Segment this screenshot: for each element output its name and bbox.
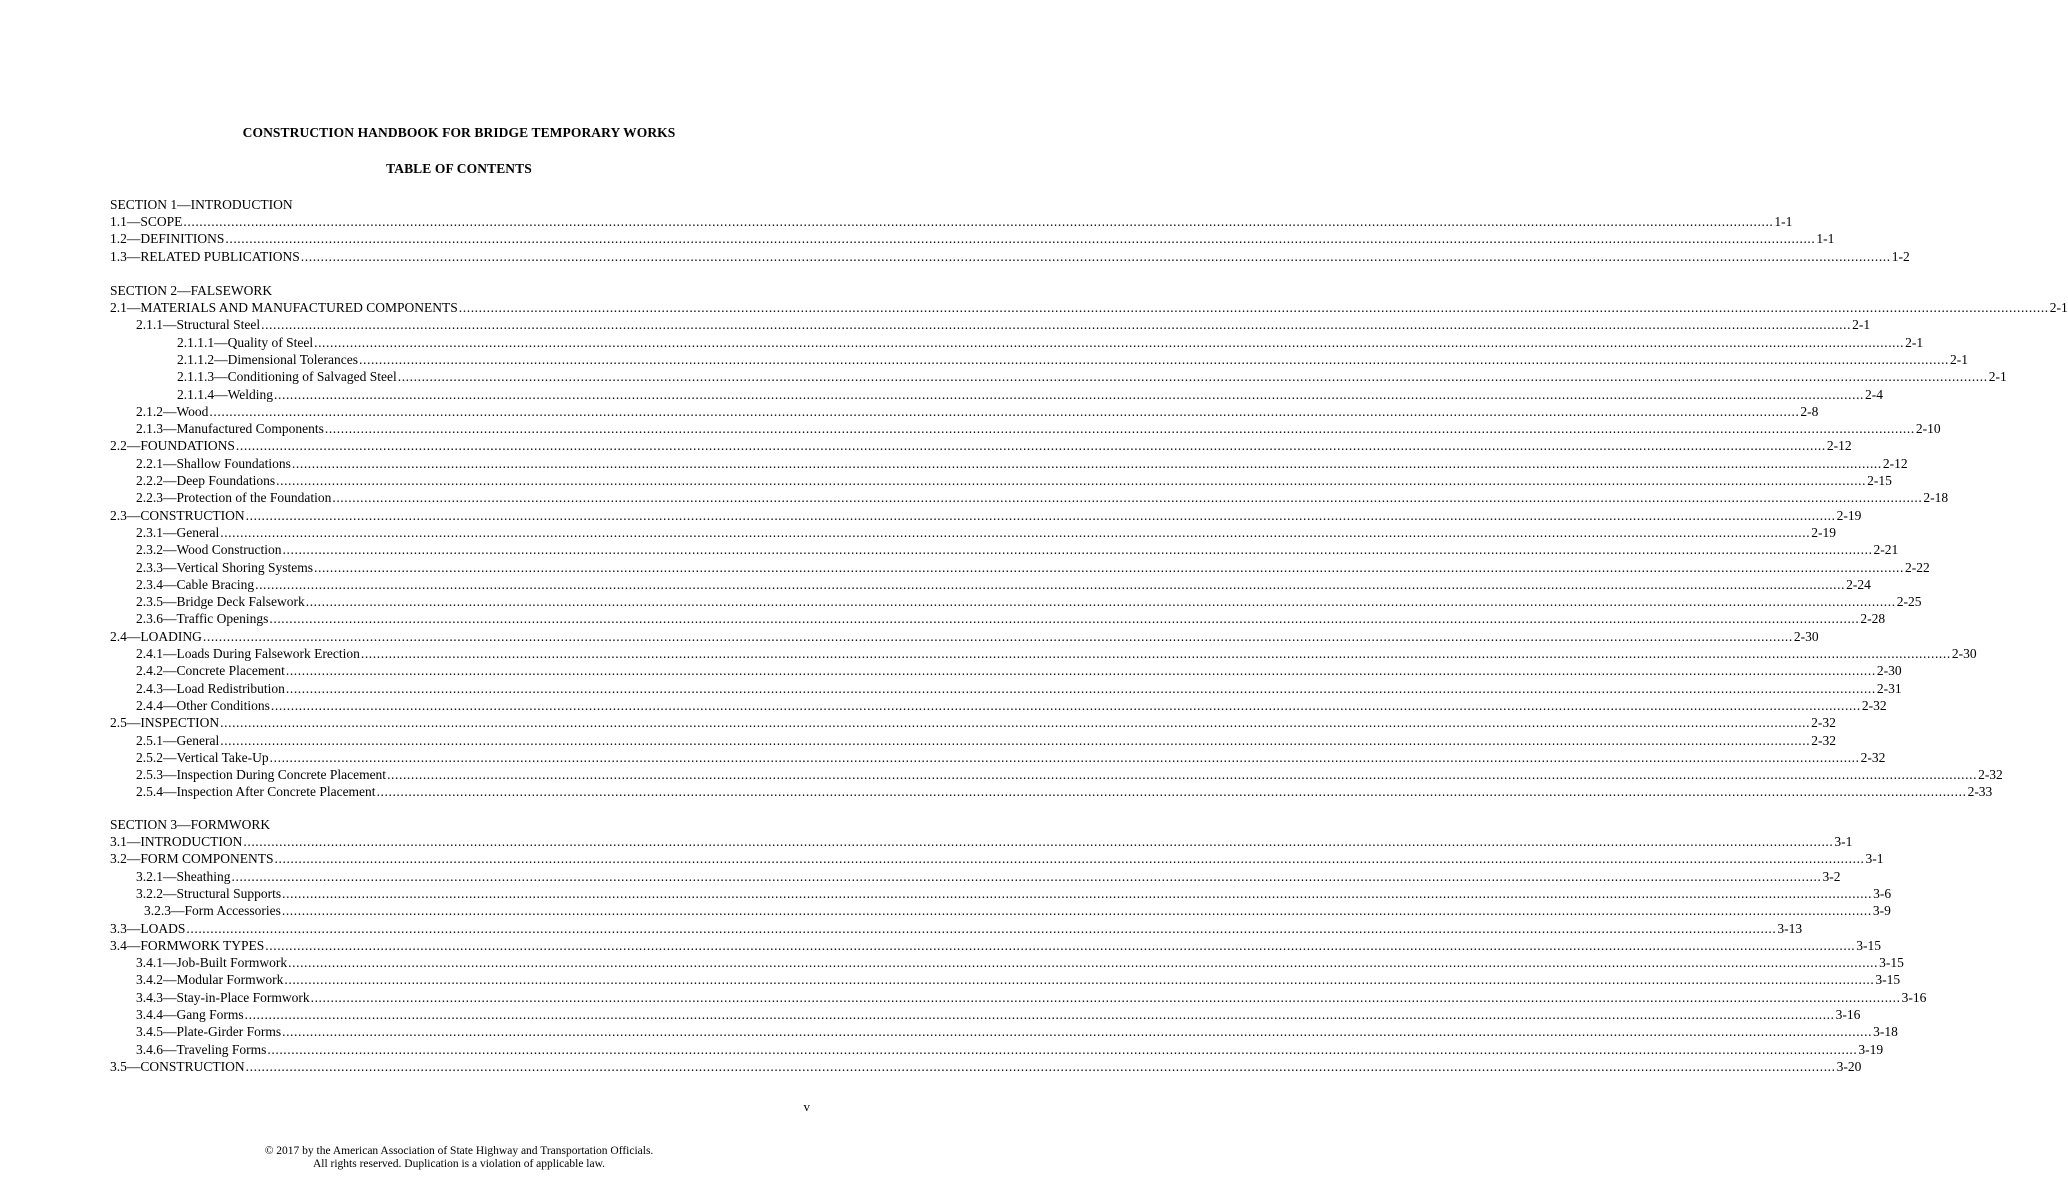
toc-entry-label: 2.1.3—Manufactured Components bbox=[136, 421, 324, 437]
toc-entry[interactable] bbox=[136, 989, 1927, 1006]
toc-entry-label: 2.5.3—Inspection During Concrete Placement bbox=[136, 767, 387, 783]
toc-entry[interactable] bbox=[110, 833, 1853, 850]
copyright-line: © 2017 by the American Association of State Highway and Transportation Officials. bbox=[264, 1145, 654, 1157]
toc-entry-label: 2.1.1.4—Welding bbox=[177, 386, 274, 402]
toc-entry-label: 2.1.1.3—Conditioning of Salvaged Steel bbox=[177, 369, 397, 385]
toc-entry[interactable] bbox=[136, 316, 1871, 333]
toc-entry-page: 2-1 bbox=[1905, 334, 1924, 350]
toc-entry[interactable] bbox=[110, 230, 1835, 247]
toc-entry-label: 2.2.1—Shallow Foundations bbox=[136, 455, 291, 471]
dot-leader: ................................................................................................................................................................................................................................................................................................................................................................................................................ bbox=[245, 1058, 1836, 1074]
dot-leader: ................................................................................................................................................................................................................................................................................................................................................................................................................ bbox=[281, 903, 1872, 919]
toc-entry-label: 2.2.2—Deep Foundations bbox=[136, 473, 276, 488]
toc-entry-label: 3.5—CONSTRUCTION bbox=[110, 1058, 245, 1074]
toc-entry-label: 2.5.1—General bbox=[136, 732, 220, 748]
toc-entry-label: 2.3.6—Traffic Openings bbox=[136, 611, 269, 627]
toc-entry-page: 2-32 bbox=[1861, 697, 1887, 713]
toc-entry-label: 3.4.4—Gang Forms bbox=[136, 1007, 244, 1022]
toc-entry[interactable] bbox=[136, 524, 1836, 541]
toc-entry-label: 2.2.3—Protection of the Foundation bbox=[136, 490, 332, 506]
toc-entry-page: 2-22 bbox=[1905, 559, 1930, 575]
toc-entry-label: 2.3.2—Wood Construction bbox=[136, 542, 282, 558]
toc-entry[interactable] bbox=[136, 1041, 1884, 1058]
toc-entry-label: 3.4.5—Plate-Girder Forms bbox=[136, 1024, 282, 1040]
dot-leader: ................................................................................................................................................................................................................................................................................................................................................................................................................ bbox=[220, 524, 1811, 540]
toc-entry[interactable] bbox=[136, 1023, 1898, 1040]
toc-entry-label: 3.2.3—Form Accessories bbox=[144, 903, 281, 919]
toc-entry-page: 2-19 bbox=[1811, 524, 1836, 540]
toc-entry-page: 1-1 bbox=[1816, 231, 1835, 247]
document-title: CONSTRUCTION HANDBOOK FOR BRIDGE TEMPORARY WORKS bbox=[242, 125, 676, 140]
toc-entry[interactable] bbox=[136, 732, 1836, 749]
toc-entry-label: 3.4.2—Modular Formwork bbox=[136, 972, 284, 988]
toc-entry-label: 1.3—RELATED PUBLICATIONS bbox=[110, 248, 300, 264]
dot-leader: ................................................................................................................................................................................................................................................................................................................................................................................................................ bbox=[245, 507, 1836, 523]
dot-leader: ................................................................................................................................................................................................................................................................................................................................................................................................................ bbox=[387, 767, 1978, 783]
toc-entry-page: 2-32 bbox=[1811, 732, 1836, 748]
toc-entry-label: 2.3.1—General bbox=[136, 524, 220, 540]
toc-entry[interactable] bbox=[110, 628, 1819, 645]
dot-leader: ................................................................................................................................................................................................................................................................................................................................................................................................................ bbox=[270, 697, 1861, 713]
dot-leader: ................................................................................................................................................................................................................................................................................................................................................................................................................ bbox=[261, 317, 1852, 333]
toc-entry-page: 3-13 bbox=[1777, 920, 1803, 936]
dot-leader: ................................................................................................................................................................................................................................................................................................................................................................................................................ bbox=[360, 646, 1951, 661]
toc-entry-page: 2-30 bbox=[1951, 646, 1977, 661]
toc-entry-page: 2-21 bbox=[1873, 542, 1899, 558]
toc-entry-page: 3-9 bbox=[1872, 903, 1891, 919]
page-number: v bbox=[803, 1099, 810, 1114]
toc-entry[interactable] bbox=[136, 680, 1902, 697]
toc-entry-label: 2.1.1—Structural Steel bbox=[136, 317, 261, 333]
toc-entry[interactable] bbox=[136, 489, 1949, 506]
dot-leader: ................................................................................................................................................................................................................................................................................................................................................................................................................ bbox=[265, 937, 1856, 953]
dot-leader: ................................................................................................................................................................................................................................................................................................................................................................................................................ bbox=[458, 300, 2049, 315]
toc-entry-label: 3.4.3—Stay-in-Place Formwork bbox=[136, 989, 310, 1005]
toc-entry-label: 2.1.1.2—Dimensional Tolerances bbox=[177, 351, 359, 367]
toc-entry[interactable] bbox=[136, 420, 1941, 437]
toc-entry-page: 2-1 bbox=[1852, 317, 1871, 333]
toc-entry[interactable] bbox=[136, 697, 1887, 714]
toc-entry[interactable] bbox=[110, 437, 1852, 454]
dot-leader: ................................................................................................................................................................................................................................................................................................................................................................................................................ bbox=[235, 438, 1826, 454]
dot-leader: ................................................................................................................................................................................................................................................................................................................................................................................................................ bbox=[314, 559, 1904, 575]
toc-entry[interactable] bbox=[110, 850, 1884, 867]
toc-entry-page: 2-18 bbox=[1923, 490, 1949, 506]
toc-entry-label: 2.4.3—Load Redistribution bbox=[136, 680, 285, 696]
dot-leader: ................................................................................................................................................................................................................................................................................................................................................................................................................ bbox=[285, 663, 1876, 679]
toc-entry-page: 3-1 bbox=[1865, 851, 1884, 867]
toc-entry-label: 2.5—INSPECTION bbox=[110, 715, 220, 731]
dot-leader: ................................................................................................................................................................................................................................................................................................................................................................................................................ bbox=[282, 1024, 1873, 1040]
toc-entry-label: 3.1—INTRODUCTION bbox=[110, 834, 243, 849]
rights-line: All rights reserved. Duplication is a violation of applicable law. bbox=[312, 1158, 606, 1170]
dot-leader: ................................................................................................................................................................................................................................................................................................................................................................................................................ bbox=[267, 1041, 1858, 1057]
toc-entry[interactable] bbox=[110, 937, 1882, 954]
toc-entry[interactable] bbox=[136, 766, 2003, 783]
toc-entry-page: 2-32 bbox=[1978, 767, 2003, 783]
toc-entry-page: 3-15 bbox=[1875, 972, 1901, 988]
toc-entry-page: 2-32 bbox=[1860, 749, 1886, 765]
toc-entry[interactable] bbox=[136, 541, 1899, 558]
toc-entry-page: 2-19 bbox=[1836, 507, 1862, 523]
toc-entry-page: 3-15 bbox=[1879, 955, 1904, 971]
toc-entry[interactable] bbox=[110, 213, 1793, 230]
toc-entry[interactable] bbox=[136, 645, 1977, 662]
toc-entry-label: 3.2.1—Sheathing bbox=[136, 868, 231, 884]
dot-leader: ................................................................................................................................................................................................................................................................................................................................................................................................................ bbox=[285, 680, 1876, 696]
dot-leader: ................................................................................................................................................................................................................................................................................................................................................................................................................ bbox=[269, 749, 1860, 765]
toc-entry[interactable] bbox=[177, 368, 2007, 385]
toc-entry-label: 2.5.4—Inspection After Concrete Placement bbox=[136, 784, 376, 800]
toc-entry-page: 1-1 bbox=[1774, 214, 1793, 229]
toc-entry-page: 2-30 bbox=[1793, 628, 1819, 644]
dot-leader: ................................................................................................................................................................................................................................................................................................................................................................................................................ bbox=[300, 248, 1891, 264]
dot-leader: ................................................................................................................................................................................................................................................................................................................................................................................................................ bbox=[231, 868, 1822, 884]
toc-entry-label: 3.4.1—Job-Built Formwork bbox=[136, 955, 288, 971]
dot-leader: ................................................................................................................................................................................................................................................................................................................................................................................................................ bbox=[274, 851, 1865, 867]
toc-entry-page: 3-16 bbox=[1835, 1007, 1861, 1022]
toc-entry-page: 3-1 bbox=[1834, 834, 1853, 849]
toc-entry-label: 2.1.1.1—Quality of Steel bbox=[177, 334, 314, 350]
toc-entry-label: 2.3—CONSTRUCTION bbox=[110, 507, 245, 523]
toc-entry-page: 2-12 bbox=[1882, 455, 1908, 471]
toc-entry-page: 2-28 bbox=[1860, 611, 1886, 627]
toc-entry[interactable] bbox=[136, 472, 1892, 489]
toc-entry-page: 2-33 bbox=[1967, 784, 1993, 800]
toc-entry[interactable] bbox=[136, 455, 1908, 472]
dot-leader: ................................................................................................................................................................................................................................................................................................................................................................................................................ bbox=[220, 732, 1811, 748]
dot-leader: ................................................................................................................................................................................................................................................................................................................................................................................................................ bbox=[282, 885, 1873, 901]
dot-leader: ................................................................................................................................................................................................................................................................................................................................................................................................................ bbox=[209, 403, 1800, 419]
toc-entry[interactable] bbox=[136, 610, 1886, 627]
toc-entry-page: 3-6 bbox=[1873, 885, 1892, 901]
dot-leader: ................................................................................................................................................................................................................................................................................................................................................................................................................ bbox=[282, 542, 1873, 558]
dot-leader: ................................................................................................................................................................................................................................................................................................................................................................................................................ bbox=[376, 784, 1967, 800]
toc-entry-label: 2.4.2—Concrete Placement bbox=[136, 663, 285, 679]
toc-heading: TABLE OF CONTENTS bbox=[386, 161, 532, 176]
toc-entry-page: 2-1 bbox=[1988, 369, 2007, 385]
dot-leader: ................................................................................................................................................................................................................................................................................................................................................................................................................ bbox=[397, 369, 1988, 385]
toc-entry-label: 2.3.3—Vertical Shoring Systems bbox=[136, 559, 313, 575]
toc-entry-page: 3-16 bbox=[1901, 989, 1927, 1005]
toc-entry-page: 3-19 bbox=[1858, 1041, 1884, 1057]
toc-entry-page: 2-10 bbox=[1915, 421, 1941, 437]
dot-leader: ................................................................................................................................................................................................................................................................................................................................................................................................................ bbox=[274, 386, 1865, 402]
dot-leader: ................................................................................................................................................................................................................................................................................................................................................................................................................ bbox=[220, 715, 1811, 731]
toc-entry[interactable] bbox=[136, 559, 1930, 576]
toc-entry-page: 2-1 bbox=[2049, 300, 2068, 315]
toc-entry[interactable] bbox=[110, 507, 1862, 524]
toc-entry[interactable] bbox=[136, 1006, 1861, 1023]
toc-entry-page: 2-12 bbox=[1826, 438, 1852, 454]
toc-entry-label: 1.1—SCOPE bbox=[110, 214, 183, 229]
dot-leader: ................................................................................................................................................................................................................................................................................................................................................................................................................ bbox=[269, 611, 1860, 627]
section-heading: SECTION 3—FORMWORK bbox=[110, 817, 271, 832]
toc-entry-label: 3.2—FORM COMPONENTS bbox=[110, 851, 274, 867]
dot-leader: ................................................................................................................................................................................................................................................................................................................................................................................................................ bbox=[225, 231, 1816, 247]
dot-leader: ................................................................................................................................................................................................................................................................................................................................................................................................................ bbox=[202, 628, 1793, 644]
dot-leader: ................................................................................................................................................................................................................................................................................................................................................................................................................ bbox=[276, 473, 1867, 488]
toc-entry-label: 2.4—LOADING bbox=[110, 628, 202, 644]
toc-entry[interactable] bbox=[136, 971, 1901, 988]
toc-entry[interactable] bbox=[136, 749, 1886, 766]
toc-entry-page: 2-15 bbox=[1867, 473, 1892, 488]
dot-leader: ................................................................................................................................................................................................................................................................................................................................................................................................................ bbox=[183, 214, 1774, 229]
toc-entry-page: 3-18 bbox=[1873, 1024, 1898, 1040]
toc-entry[interactable] bbox=[136, 662, 1902, 679]
dot-leader: ................................................................................................................................................................................................................................................................................................................................................................................................................ bbox=[244, 1007, 1835, 1022]
toc-entry-page: 3-20 bbox=[1836, 1058, 1862, 1074]
toc-entry-label: 2.1—MATERIALS AND MANUFACTURED COMPONENTS bbox=[110, 300, 458, 315]
toc-entry-page: 2-8 bbox=[1800, 403, 1819, 419]
dot-leader: ................................................................................................................................................................................................................................................................................................................................................................................................................ bbox=[255, 576, 1846, 592]
toc-entry[interactable] bbox=[110, 714, 1836, 731]
toc-entry[interactable] bbox=[144, 902, 1891, 919]
section-heading: SECTION 1—INTRODUCTION bbox=[110, 197, 293, 212]
dot-leader: ................................................................................................................................................................................................................................................................................................................................................................................................................ bbox=[186, 920, 1777, 936]
dot-leader: ................................................................................................................................................................................................................................................................................................................................................................................................................ bbox=[324, 421, 1915, 437]
toc-entry-label: 1.2—DEFINITIONS bbox=[110, 231, 225, 247]
dot-leader: ................................................................................................................................................................................................................................................................................................................................................................................................................ bbox=[314, 334, 1905, 350]
toc-entry[interactable] bbox=[177, 351, 1969, 368]
toc-entry-label: 2.1.2—Wood bbox=[136, 403, 209, 419]
toc-entry-label: 2.4.1—Loads During Falsework Erection bbox=[136, 646, 360, 661]
toc-entry[interactable] bbox=[177, 334, 1924, 351]
dot-leader: ................................................................................................................................................................................................................................................................................................................................................................................................................ bbox=[284, 972, 1875, 988]
toc-entry[interactable] bbox=[136, 593, 1922, 610]
toc-entry-page: 2-30 bbox=[1876, 663, 1902, 679]
toc-entry-page: 2-4 bbox=[1865, 386, 1884, 402]
dot-leader: ................................................................................................................................................................................................................................................................................................................................................................................................................ bbox=[359, 351, 1950, 367]
toc-entry[interactable] bbox=[110, 248, 1910, 265]
toc-entry[interactable] bbox=[136, 576, 1871, 593]
toc-entry[interactable] bbox=[110, 299, 2068, 316]
toc-entry[interactable] bbox=[136, 783, 1993, 800]
dot-leader: ................................................................................................................................................................................................................................................................................................................................................................................................................ bbox=[291, 455, 1882, 471]
dot-leader: ................................................................................................................................................................................................................................................................................................................................................................................................................ bbox=[288, 955, 1879, 971]
toc-entry-label: 2.4.4—Other Conditions bbox=[136, 697, 270, 713]
toc-entry-page: 2-25 bbox=[1896, 594, 1922, 610]
toc-entry[interactable] bbox=[177, 386, 1884, 403]
toc-entry-page: 3-15 bbox=[1856, 937, 1882, 953]
toc-entry-page: 2-1 bbox=[1950, 351, 1969, 367]
toc-entry-page: 2-24 bbox=[1846, 576, 1871, 592]
dot-leader: ................................................................................................................................................................................................................................................................................................................................................................................................................ bbox=[243, 834, 1834, 849]
toc-entry-page: 2-31 bbox=[1876, 680, 1902, 696]
toc-entry-label: 3.2.2—Structural Supports bbox=[136, 885, 282, 901]
toc-entry-page: 1-2 bbox=[1891, 248, 1910, 264]
toc-entry-label: 2.3.5—Bridge Deck Falsework bbox=[136, 594, 305, 610]
toc-entry[interactable] bbox=[136, 954, 1904, 971]
toc-entry[interactable] bbox=[136, 868, 1841, 885]
toc-entry-page: 2-32 bbox=[1811, 715, 1836, 731]
toc-entry-page: 3-2 bbox=[1822, 868, 1841, 884]
section-heading: SECTION 2—FALSEWORK bbox=[110, 283, 273, 298]
dot-leader: ................................................................................................................................................................................................................................................................................................................................................................................................................ bbox=[310, 989, 1901, 1005]
toc-entry-label: 3.4.6—Traveling Forms bbox=[136, 1041, 267, 1057]
toc-entry-label: 2.3.4—Cable Bracing bbox=[136, 576, 255, 592]
toc-entry[interactable] bbox=[110, 1058, 1862, 1075]
toc-entry[interactable] bbox=[110, 920, 1803, 937]
dot-leader: ................................................................................................................................................................................................................................................................................................................................................................................................................ bbox=[332, 490, 1923, 506]
toc-entry-label: 2.2—FOUNDATIONS bbox=[110, 438, 235, 454]
toc-entry-label: 3.4—FORMWORK TYPES bbox=[110, 937, 265, 953]
toc-entry[interactable] bbox=[136, 403, 1819, 420]
dot-leader: ................................................................................................................................................................................................................................................................................................................................................................................................................ bbox=[305, 594, 1896, 610]
toc-entry-label: 2.5.2—Vertical Take-Up bbox=[136, 749, 269, 765]
toc-entry-label: 3.3—LOADS bbox=[110, 920, 186, 936]
toc-entry[interactable] bbox=[136, 885, 1892, 902]
